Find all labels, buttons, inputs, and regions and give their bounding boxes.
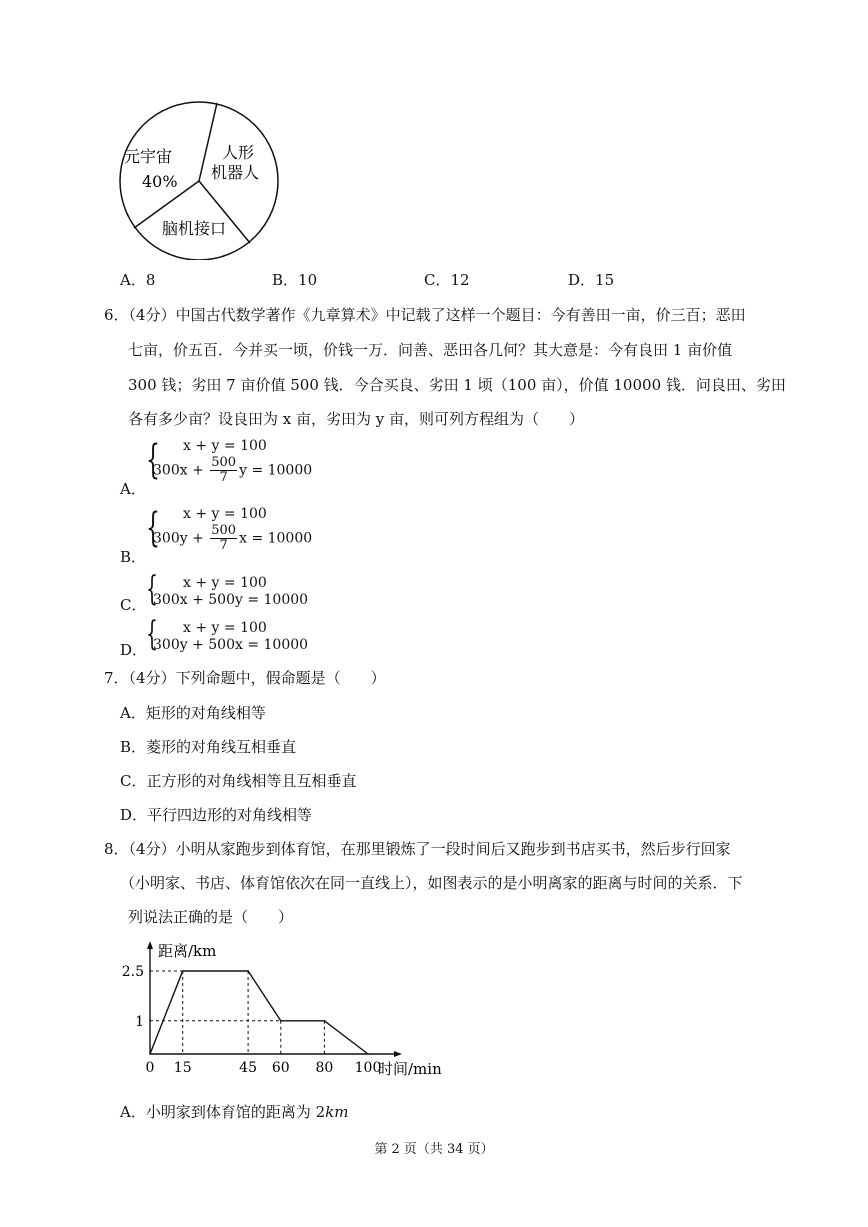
q6-stem-line-3: 300 钱；劣田 7 亩价值 500 钱．今合买良、劣田 1 顷（100 亩），价值 10000 钱．问良田、劣田 [128,376,786,394]
q8-option-a [120,1102,348,1122]
pie-label-robot-2: 机器人 [211,163,260,182]
q6-option-b-eq1: x + y = 100 [183,506,267,522]
chart-guide-lines [150,971,324,1054]
pie-chart [118,100,288,260]
q5-option-b: B．10 [272,271,318,289]
q6-option-d-eq2: 300y + 500x = 10000 [153,637,309,653]
y-tick-label: 2.5 [121,964,144,980]
x-tick-label: 45 [239,1060,258,1076]
pie-label-yuanyuzhou-pct: 40% [142,172,178,191]
data-point [280,1020,282,1022]
q5-option-c: C．12 [424,271,470,289]
q6-option-b-eq2-post: x = 10000 [239,530,313,547]
x-tick-label: 80 [315,1060,334,1076]
q6-option-c-eq2: 300x + 500y = 10000 [153,592,309,608]
q8-stem-line-3: 列说法正确的是（ ） [128,908,294,926]
q6-option-a-frac-den: 7 [219,470,228,485]
q8-stem-line-2: （小明家、书店、体育馆依次在同一直线上），如图表示的是小明离家的距离与时间的关系．下 [120,874,743,892]
q7-option-b: B．菱形的对角线互相垂直 [120,738,297,756]
pie-label-yuanyuzhou: 元宇宙 [124,147,173,166]
q6-option-b-eq2-pre: 300y + [153,530,209,547]
q6-option-d-brace: { [146,614,158,654]
q6-option-a-eq2 [153,456,312,485]
q6-stem-line-1: 6．（4分）中国古代数学著作《九章算术》中记载了这样一个题目：今有善田一亩，价三百；恶田 [104,306,746,324]
q6-option-c-brace: { [146,569,158,609]
q6-option-b-eq2 [153,524,312,553]
q6-stem-line-4: 各有多少亩？设良田为 x 亩，劣田为 y 亩，则可列方程组为（ ） [128,410,585,428]
x-tick-label: 60 [271,1060,290,1076]
q6-option-b-brace: { [146,505,160,551]
data-point [182,970,184,972]
y-tick-label: 1 [135,1013,144,1030]
x-axis-title: 时间/min [378,1060,442,1078]
q8-option-a-unit: km [325,1103,349,1121]
distance-time-chart [110,938,470,1088]
y-axis-arrow [147,941,153,949]
q6-stem-line-2: 七亩，价五百．今并买一顷，价钱一万．问善、恶田各几何？其大意是：今有良田 1 亩价值 [128,341,733,359]
q6-option-a-brace: { [146,437,160,483]
data-point [324,1020,326,1022]
x-tick-label: 100 [354,1060,382,1076]
chart-series [149,970,369,1055]
q8-stem-line-1: 8．（4分）小明从家跑步到体育馆，在那里锻炼了一段时间后又跑步到书店买书，然后步行回家 [104,840,731,858]
data-point [149,1053,151,1055]
x-axis-arrow [394,1051,402,1057]
x-tick-label: 0 [145,1060,155,1076]
pie-label-bci: 脑机接口 [162,219,227,238]
q6-option-b-fraction [210,524,237,553]
q6-option-c-eq1: x + y = 100 [183,575,267,591]
q7-option-c: C．正方形的对角线相等且互相垂直 [120,772,357,790]
data-point [247,970,249,972]
q6-option-b-frac-den: 7 [219,538,228,553]
q6-option-a-fraction [210,456,237,485]
q6-option-a-frac-num: 500 [211,455,237,470]
q6-option-a-eq2-pre: 300x + [153,462,209,479]
x-tick-label: 15 [173,1060,192,1076]
q6-option-b-frac-num: 500 [211,523,237,538]
q6-option-a-label: A． [120,480,146,498]
chart-labels [122,942,442,1078]
q8-option-a-text: A．小明家到体育馆的距离为 2 [120,1103,326,1121]
q6-option-d-eq1: x + y = 100 [183,620,267,636]
q6-option-c-label: C． [120,596,147,614]
y-axis-title: 距离/km [158,942,217,960]
q6-option-a-eq1: x + y = 100 [183,438,267,454]
q6-option-d-label: D． [120,641,148,659]
data-point [367,1053,369,1055]
q5-option-d: D．15 [568,271,615,289]
q6-option-b-label: B． [120,548,147,566]
q7-stem: 7．（4分）下列命题中，假命题是（ ） [104,669,386,687]
q7-option-a: A．矩形的对角线相等 [120,704,266,722]
q5-option-a: A．8 [120,271,156,289]
q6-option-a-eq2-post: y = 10000 [239,462,313,479]
page-footer: 第 2 页（共 34 页） [374,1142,494,1157]
q7-option-d: D．平行四边形的对角线相等 [120,806,313,824]
pie-label-robot-1: 人形 [222,143,255,162]
